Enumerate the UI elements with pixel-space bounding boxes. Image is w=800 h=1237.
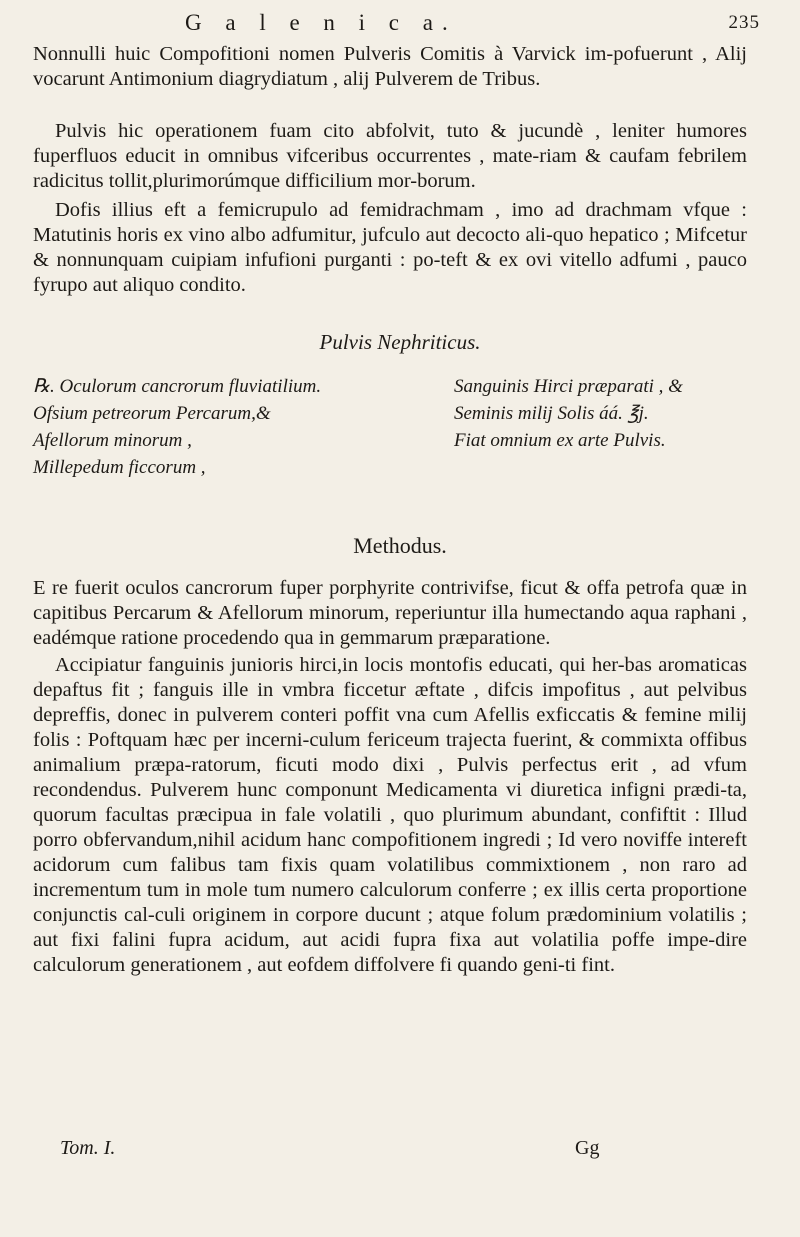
recipe-line: ℞. Oculorum cancrorum fluviatilium. bbox=[33, 376, 322, 397]
recipe-line: Sanguinis Hirci præparati , & bbox=[454, 376, 683, 397]
recipe-line: Ofsium petreorum Percarum,& bbox=[33, 403, 271, 424]
paragraph-names: Nonnulli huic Compofitioni nomen Pulveris Comitis à Varvick im-pofuerunt , Alij vocarunt Antimonium diagrydiatum , alij Pulverem de Tribus. bbox=[33, 43, 747, 90]
paragraph-dose: Dofis illius eft a femicrupulo ad femidrachmam , imo ad drachmam vfque : Matutinis horis ex vino albo adfumitur, jufculo aut decocto ali-quo hepatico ; Mifcetur & nonnunquam cuipiam infufioni purganti : po-teft & ex ovi vitello adfumi , pauco fyrupo aut aliquo condito. bbox=[33, 199, 747, 296]
page-footer bbox=[60, 1137, 760, 1167]
paragraph-method-detail: Accipiatur fanguinis junioris hirci,in locis montofis educati, qui her-bas aromaticas depaftus fit ; fanguis ille in vmbra ficcetur æftate , difcis impofitus , aut pelvibus depreffis, donec in pulverem conteri poffit vna cum Afellis exficcatis & femine milij folis : Poftquam hæc per incerni-culum fericeum trajecta fuerint, & commixta offibus animalium præpa-ratorum, ficuti modo dixi , Pulvis perfectus erit , ad vfum recondendus. Pulverem hunc componunt Medicamenta vi diuretica infigni prædi-ta, quorum facultas præcipua in fale volatili , quo plurimum abundant, confiftit : Illud porro obfervandum,nihil acidum hanc compofitionem ingredi ; Id vero noviffe intereft acidorum cum falibus tam fixis quam volatilibus commixtionem , non raro ad incrementum tum in mole tum numero calculorum conferre ; ex illis certa proportione conjunctis cal-culi originem in corpore ducunt ; atque folum prædominium volatilis ; aut fixi falini fupra acidum, aut acidi fupra fixa aut volatilia poffe impe-dire calculorum generationem , aut eofdem diffolvere fi quando geni-ti fint. bbox=[33, 654, 747, 976]
recipe-line: Millepedum ficcorum , bbox=[33, 457, 206, 478]
recipe-line: Seminis milij Solis áá. ℥j. bbox=[454, 403, 649, 424]
recipe-ingredients bbox=[33, 373, 773, 483]
running-title: G a l e n i c a. bbox=[185, 10, 457, 35]
recipe-line: Afellorum minorum , bbox=[33, 430, 192, 451]
gathering-signature: Gg bbox=[575, 1137, 600, 1159]
recipe-line: Fiat omnium ex arte Pulvis. bbox=[454, 430, 666, 451]
page-header bbox=[60, 10, 760, 40]
recipe-column-right bbox=[454, 373, 774, 454]
paragraph-operation: Pulvis hic operationem fuam cito abfolvit, tuto & jucundè , leniter humores fuperfluos educit in omnibus vifceribus occurrentes , mate-riam & caufam febrilem radicitus tollit,plurimorúmque difficilium mor-borum. bbox=[33, 120, 747, 192]
section-title: Pulvis Nephriticus. bbox=[319, 330, 481, 354]
recipe-column-left bbox=[33, 373, 393, 481]
paragraph-method-intro: E re fuerit oculos cancrorum fuper porphyrite contrivifse, ficut & offa petrofa quæ in capitibus Percarum & Afellorum minorum, reperiuntur illa humectando aqua raphani , eadémque ratione procedendo qua in gemmarum præparatione. bbox=[33, 577, 747, 649]
volume-signature: Tom. I. bbox=[60, 1137, 116, 1159]
page-number: 235 bbox=[728, 12, 760, 33]
method-title: Methodus. bbox=[353, 533, 447, 558]
